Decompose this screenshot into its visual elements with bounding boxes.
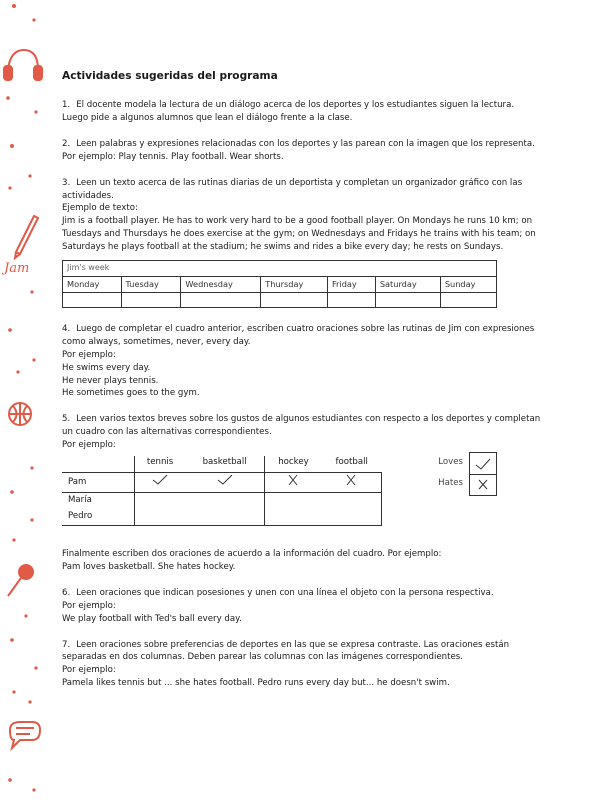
activity-description: Luego de completar el cuadro anterior, escriben cuatro oraciones sobre las rutinas de Jim con expresiones como always, sometimes, never, every day. [62, 323, 535, 347]
dot [8, 778, 12, 782]
activity-number: 6. [62, 587, 71, 598]
student-name: Pam [62, 472, 135, 492]
followup-example: Pam loves basketball. She hates hockey. [62, 561, 236, 572]
globe-icon [9, 403, 31, 425]
page-title: Actividades sugeridas del programa [62, 70, 278, 82]
activity-number: 1. [62, 100, 71, 110]
activity-number: 2. [62, 138, 71, 149]
dot [6, 96, 10, 100]
check-icon [216, 474, 234, 486]
activity-text [62, 323, 542, 349]
activity-number: 3. [62, 177, 71, 188]
mark-cell [135, 492, 186, 509]
legend-loves-label: Loves [438, 457, 463, 468]
corner-cell [62, 456, 135, 472]
activity-2 [62, 138, 542, 164]
activity-example: Por ejemplo: Play tennis. Play football. Wear shorts. [62, 151, 284, 162]
day-header: Friday [327, 276, 375, 292]
legend [427, 456, 497, 498]
activity-3 [62, 177, 542, 254]
jam-label: Jam [4, 261, 30, 276]
empty-cell [327, 292, 375, 307]
dot [28, 700, 31, 703]
activity-text [62, 413, 542, 439]
empty-cell [181, 292, 261, 307]
activity-description: El docente modela la lectura de un diálogo acerca de los deportes y los estudiantes siguen la lectura. [76, 100, 515, 110]
check-icon [151, 474, 169, 486]
mark-cell [265, 492, 322, 509]
dot [30, 290, 33, 293]
dot [12, 690, 15, 693]
mark-cell [185, 509, 264, 526]
dot [24, 614, 27, 617]
sport-header: football [322, 456, 382, 472]
example-line: He never plays tennis. [62, 375, 159, 386]
mark-cell [265, 509, 322, 526]
mark-cell [185, 492, 264, 509]
activity-description: Leen palabras y expresiones relacionadas con los deportes y las parean con la imagen que los representa. [76, 138, 535, 149]
legend-hates-label: Hates [438, 478, 463, 489]
mark-cell [185, 472, 264, 492]
day-header: Thursday [261, 276, 328, 292]
dot [12, 538, 15, 541]
mark-cell [322, 472, 382, 492]
mark [342, 474, 360, 486]
activity-text [62, 138, 542, 151]
activity-text [62, 99, 542, 112]
dot [32, 358, 35, 361]
activity-description: Leen oraciones sobre preferencias de deportes en las que se expresa contraste. Las oraciones están separadas en dos columnas. Deben parear las columnas con las imágenes correspondientes. [62, 639, 510, 663]
example-label: Por ejemplo: [62, 440, 116, 451]
dot [10, 490, 14, 494]
activity-text [62, 177, 542, 203]
check-icon [470, 454, 496, 474]
activity-text [62, 587, 542, 600]
mark-cell [322, 509, 382, 526]
day-header: Monday [63, 276, 122, 292]
day-header: Wednesday [181, 276, 261, 292]
dot [10, 638, 14, 642]
activity-7 [62, 639, 542, 691]
dot [30, 466, 33, 469]
mark-cell [135, 472, 186, 492]
sport-header: tennis [135, 456, 186, 472]
example-text: Pamela likes tennis but ... she hates football. Pedro runs every day but... he doesn't swim. [62, 678, 450, 689]
dot [32, 18, 35, 21]
example-line: He swims every day. [62, 362, 151, 373]
example-text: We play football with Ted's ball every day. [62, 613, 242, 624]
activity-6 [62, 587, 542, 626]
weekly-organizer-table [62, 260, 497, 308]
activity-text [62, 639, 542, 665]
preferences-area [62, 456, 542, 536]
sport-header: hockey [265, 456, 322, 472]
followup-text: Finalmente escriben dos oraciones de acuerdo a la información del cuadro. Por ejemplo: [62, 549, 442, 560]
student-name: Pedro [62, 509, 135, 526]
cross-icon [284, 474, 302, 486]
dot [34, 666, 37, 669]
day-header: Tuesday [121, 276, 181, 292]
cross-icon [342, 474, 360, 486]
activity-5-followup [62, 548, 542, 574]
activity-number: 4. [62, 323, 71, 334]
dot [34, 110, 37, 113]
dot [12, 4, 16, 8]
microphone-icon [8, 565, 33, 596]
mark-cell [322, 492, 382, 509]
day-header: Saturday [375, 276, 440, 292]
empty-cell [375, 292, 440, 307]
activity-description: Leen oraciones que indican posesiones y unen con una línea el objeto con la persona respectiva. [76, 587, 494, 598]
dot [8, 328, 12, 332]
activity-4 [62, 323, 542, 400]
dot [16, 370, 19, 373]
dot [30, 518, 33, 521]
example-text: Jim is a football player. He has to work very hard to be a good football player. On Mondays he runs 10 km; on Tuesdays and Thursdays he does exercise at the gym; on Wednesdays and Fridays he trains with his team; on Saturdays he plays football at the stadium; he swims and rides a bike every day; he rests on Sundays. [62, 216, 536, 253]
mark-cell [135, 509, 186, 526]
activity-number: 5. [62, 414, 71, 425]
pencil-icon [15, 216, 38, 258]
activity-5 [62, 413, 542, 452]
mark-cell [265, 472, 322, 492]
cross-icon [470, 475, 496, 495]
activity-description: Leen un texto acerca de las rutinas diarias de un deportista y completan un organizador gráfico con las actividades. [62, 177, 523, 201]
example-label: Ejemplo de texto: [62, 203, 138, 214]
dot [32, 788, 35, 791]
activity-description: Leen varios textos breves sobre los gustos de algunos estudiantes con respecto a los deportes y completan un cuadro con las alternativas correspondientes. [62, 414, 541, 438]
activity-text-2: Luego pide a algunos alumnos que lean el diálogo frente a la clase. [62, 112, 353, 123]
empty-cell [63, 292, 122, 307]
speech-bubble-icon [10, 722, 40, 748]
dot [8, 186, 11, 189]
example-label: Por ejemplo: [62, 600, 116, 611]
mark [284, 474, 302, 486]
table-header: Jim's week [63, 261, 497, 277]
student-name: María [62, 492, 135, 509]
day-header: Sunday [440, 276, 496, 292]
sport-header: basketball [185, 456, 264, 472]
preferences-table [62, 456, 382, 526]
activity-number: 7. [62, 639, 71, 650]
empty-cell [440, 292, 496, 307]
example-label: Por ejemplo: [62, 349, 116, 360]
mark [216, 474, 234, 486]
margin-decoration [0, 0, 50, 800]
example-line: He sometimes goes to the gym. [62, 388, 200, 399]
content [62, 70, 542, 703]
dot [10, 144, 14, 148]
empty-cell [261, 292, 328, 307]
dot [28, 174, 31, 177]
mark [151, 474, 169, 486]
headphones-icon [4, 50, 42, 80]
activity-1 [62, 99, 542, 125]
legend-box [469, 452, 497, 496]
empty-cell [121, 292, 181, 307]
example-label: Por ejemplo: [62, 665, 116, 676]
